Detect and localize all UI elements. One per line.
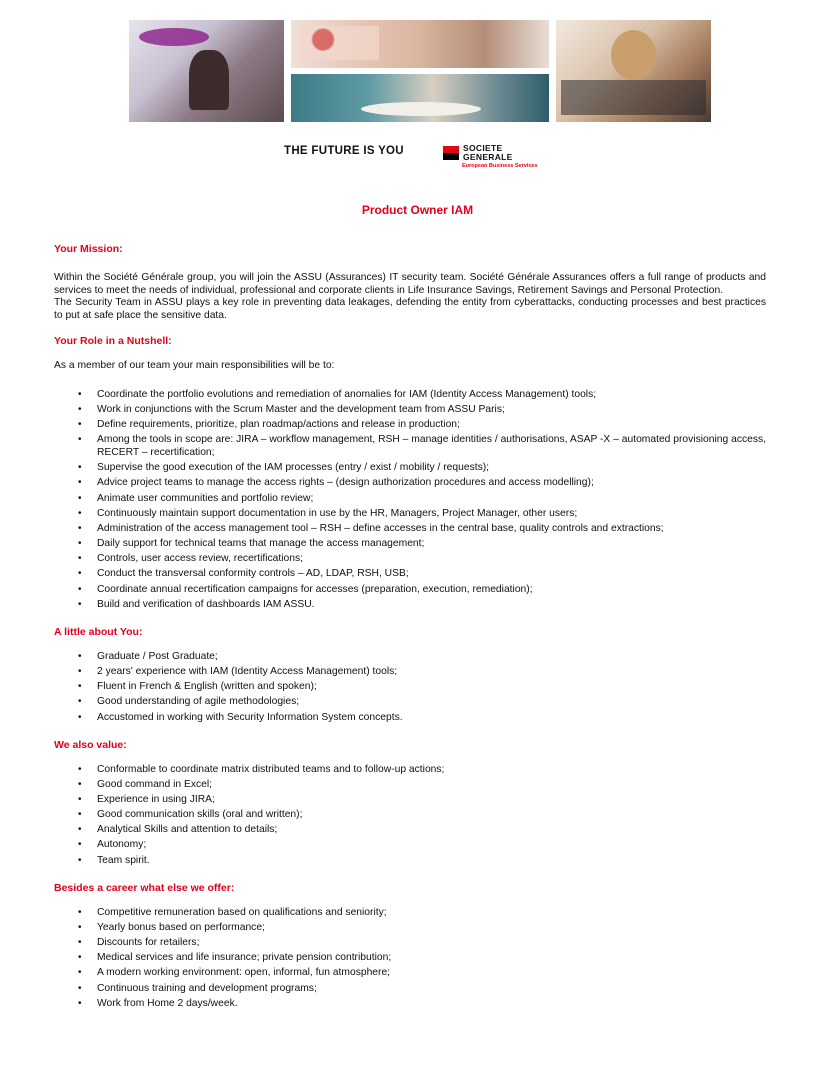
list-item: • Autonomy; bbox=[54, 839, 766, 852]
page-title: Product Owner IAM bbox=[361, 203, 474, 217]
mission-paragraph: Within the Société Générale group, you will join the ASSU (Assurances) IT security team. Société Générale Assurances offers a full range of products and services to meet the needs of individual, professional and corporate clients in Life Insurance Savings, Retirement Savings and Personal Protection. bbox=[54, 271, 766, 296]
mission-heading: Your Mission: bbox=[54, 243, 123, 255]
brand-name-line1: SOCIETE bbox=[463, 143, 503, 153]
list-item: • Animate user communities and portfolio review; bbox=[54, 493, 766, 506]
list-item: • Accustomed in working with Security Information System concepts. bbox=[54, 712, 766, 725]
header-photo-collage bbox=[129, 20, 711, 122]
list-item: • Experience in using JIRA; bbox=[54, 794, 766, 807]
about-list bbox=[54, 651, 766, 725]
list-item: • Good command in Excel; bbox=[54, 779, 766, 792]
list-item: • Yearly bonus based on performance; bbox=[54, 922, 766, 935]
list-item: • Continuous training and development programs; bbox=[54, 983, 766, 996]
list-item: • 2 years' experience with IAM (Identity Access Management) tools; bbox=[54, 666, 766, 679]
offer-list bbox=[54, 907, 766, 1011]
list-item: • Competitive remuneration based on qualifications and seniority; bbox=[54, 907, 766, 920]
list-item: • Continuously maintain support documentation in use by the HR, Managers, Project Manager, other users; bbox=[54, 508, 766, 521]
role-heading: Your Role in a Nutshell: bbox=[54, 334, 172, 347]
list-item: • Good communication skills (oral and written); bbox=[54, 809, 766, 822]
office-photo-discussion bbox=[291, 74, 549, 122]
about-heading: A little about You: bbox=[54, 626, 143, 638]
role-list bbox=[54, 389, 766, 612]
brand-name-line2: GENERALE bbox=[463, 151, 513, 162]
list-item: • Coordinate the portfolio evolutions and remediation of anomalies for IAM (Identity Access Management) tools; bbox=[54, 389, 766, 402]
list-item: • Conduct the transversal conformity controls – AD, LDAP, RSH, USB; bbox=[54, 568, 766, 581]
list-item: • Work from Home 2 days/week. bbox=[54, 998, 766, 1011]
list-item: • Medical services and life insurance; private pension contribution; bbox=[54, 952, 766, 965]
list-item: • Fluent in French & English (written and spoken); bbox=[54, 681, 766, 694]
brand-banner bbox=[284, 145, 584, 171]
list-item: • Coordinate annual recertification campaigns for accesses (preparation, execution, remediation); bbox=[54, 584, 766, 597]
list-item: • Discounts for retailers; bbox=[54, 937, 766, 950]
societe-generale-logo-icon bbox=[443, 146, 459, 160]
brand-subtitle: European Business Services bbox=[462, 163, 538, 169]
brand-tagline: THE FUTURE IS YOU bbox=[284, 145, 404, 157]
list-item: • Build and verification of dashboards IAM ASSU. bbox=[54, 599, 766, 612]
office-photo-team bbox=[291, 20, 549, 68]
list-item: • Advice project teams to manage the access rights – (design authorization procedures and access modelling); bbox=[54, 477, 766, 490]
list-item: • Good understanding of agile methodologies; bbox=[54, 696, 766, 709]
list-item: • Among the tools in scope are: JIRA – workflow management, RSH – manage identities / authorisations, ASAP -X – automated provisioning access, RECERT – recertification; bbox=[54, 434, 766, 460]
offer-heading: Besides a career what else we offer: bbox=[54, 881, 235, 894]
list-item: • Conformable to coordinate matrix distributed teams and to follow-up actions; bbox=[54, 764, 766, 777]
list-item: • A modern working environment: open, informal, fun atmosphere; bbox=[54, 967, 766, 980]
job-description bbox=[54, 243, 766, 1013]
list-item: • Work in conjunctions with the Scrum Master and the development team from ASSU Paris; bbox=[54, 404, 766, 417]
list-item: • Graduate / Post Graduate; bbox=[54, 651, 766, 664]
list-item: • Administration of the access management tool – RSH – define accesses in the central base, quality controls and extractions; bbox=[54, 523, 766, 536]
list-item: • Daily support for technical teams that manage the access management; bbox=[54, 538, 766, 551]
list-item: • Team spirit. bbox=[54, 855, 766, 868]
value-heading: We also value: bbox=[54, 738, 127, 751]
office-photo-meeting bbox=[129, 20, 284, 122]
role-intro: As a member of our team your main responsibilities will be to: bbox=[54, 359, 335, 371]
list-item: • Analytical Skills and attention to details; bbox=[54, 824, 766, 837]
list-item: • Supervise the good execution of the IAM processes (entry / exist / mobility / requests); bbox=[54, 462, 766, 475]
value-list bbox=[54, 764, 766, 868]
office-photo-workstation bbox=[556, 20, 711, 122]
list-item: • Define requirements, prioritize, plan roadmap/actions and release in production; bbox=[54, 419, 766, 432]
mission-paragraph-2: The Security Team in ASSU plays a key role in preventing data leakages, defending the entity from cyberattacks, conducting processes and best practices to put at safe place the sensitive data. bbox=[54, 297, 766, 322]
list-item: • Controls, user access review, recertifications; bbox=[54, 553, 766, 566]
brand-name bbox=[463, 144, 513, 161]
